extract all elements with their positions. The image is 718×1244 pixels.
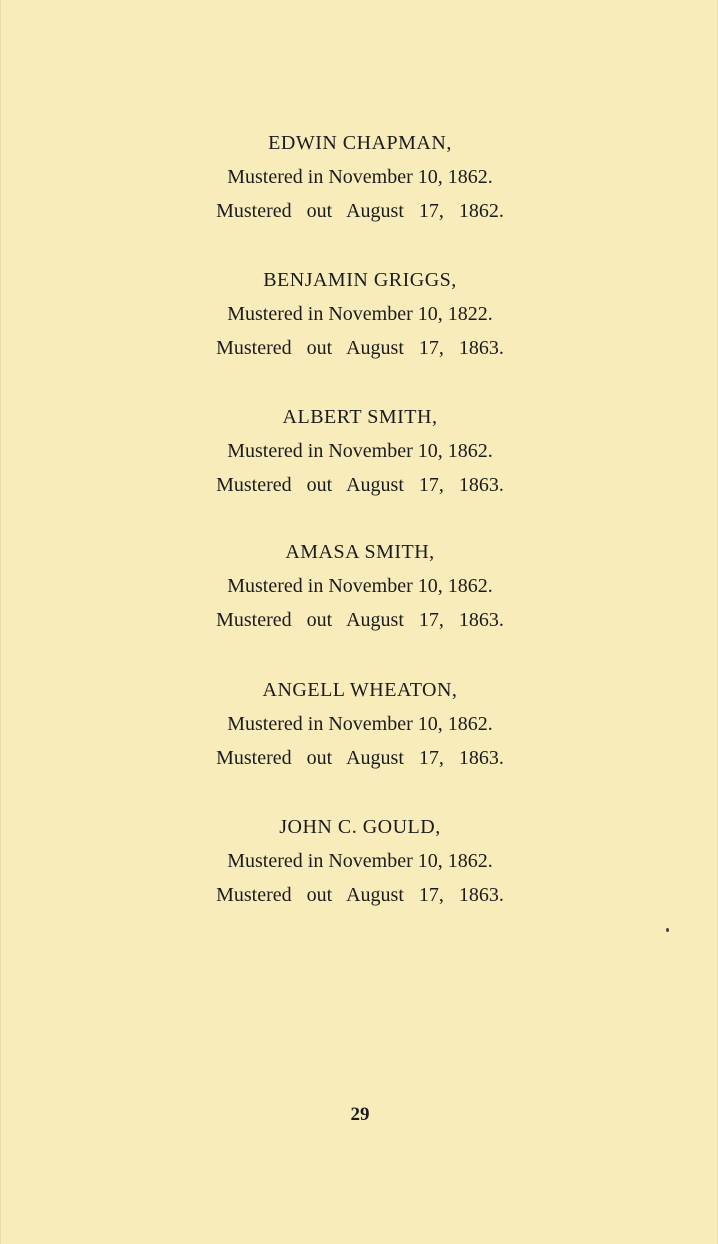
mustered-out-line: Mustered out August 17, 1863. bbox=[216, 337, 504, 359]
roster-entry-wheaton bbox=[1, 678, 718, 770]
roster-entry-gould bbox=[1, 815, 718, 907]
mustered-out-line: Mustered out August 17, 1863. bbox=[216, 747, 504, 769]
ink-speck bbox=[666, 928, 669, 932]
mustered-out-line: Mustered out August 17, 1863. bbox=[216, 609, 504, 631]
soldier-name: JOHN C. GOULD, bbox=[279, 816, 441, 838]
soldier-name: ANGELL WHEATON, bbox=[262, 679, 458, 701]
mustered-in-line: Mustered in November 10, 1862. bbox=[227, 166, 493, 188]
soldier-name: ALBERT SMITH, bbox=[282, 406, 438, 428]
roster-entry-amasa-smith bbox=[1, 540, 718, 632]
mustered-in-line: Mustered in November 10, 1862. bbox=[227, 850, 493, 872]
mustered-in-line: Mustered in November 10, 1862. bbox=[227, 713, 493, 735]
soldier-name: BENJAMIN GRIGGS, bbox=[263, 269, 457, 291]
mustered-in-line: Mustered in November 10, 1862. bbox=[227, 440, 493, 462]
roster-entry-chapman bbox=[1, 131, 718, 223]
mustered-in-line: Mustered in November 10, 1822. bbox=[227, 303, 493, 325]
roster-entry-griggs bbox=[1, 268, 718, 360]
mustered-out-line: Mustered out August 17, 1863. bbox=[216, 474, 504, 496]
soldier-name: AMASA SMITH, bbox=[285, 541, 435, 563]
roster-entry-albert-smith bbox=[1, 405, 718, 497]
soldier-name: EDWIN CHAPMAN, bbox=[268, 132, 452, 154]
page-number: 29 bbox=[350, 1104, 370, 1125]
mustered-in-line: Mustered in November 10, 1862. bbox=[227, 575, 493, 597]
mustered-out-line: Mustered out August 17, 1863. bbox=[216, 884, 504, 906]
mustered-out-line: Mustered out August 17, 1862. bbox=[216, 200, 504, 222]
